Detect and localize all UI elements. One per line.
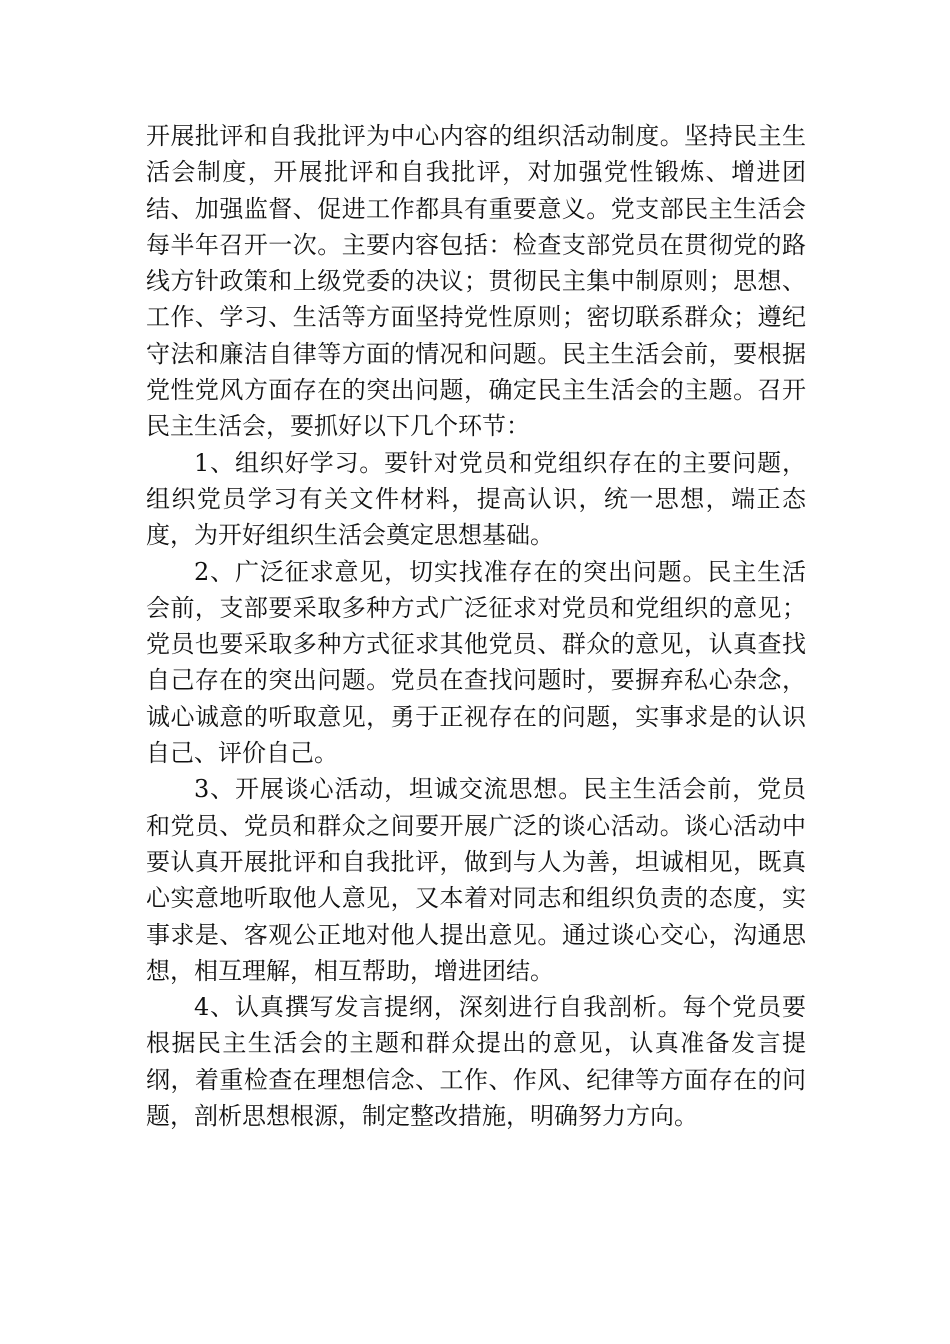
paragraph-item-4: 4、认真撰写发言提纲，深刻进行自我剖析。每个党员要根据民主生活会的主题和群众提出的意见，认真准备发言提纲，着重检查在理想信念、工作、作风、纪律等方面存在的问题，剖析思想根源，制定整改措施，明确努力方向。 bbox=[146, 993, 806, 1131]
paragraph-item-2: 2、广泛征求意见，切实找准存在的突出问题。民主生活会前，支部要采取多种方式广泛征求对党员和党组织的意见；党员也要采取多种方式征求其他党员、群众的意见，认真查找自己存在的突出问题。党员在查找问题时，要摒弃私心杂念，诚心诚意的听取意见，勇于正视存在的问题，实事求是的认识自己、评价自己。 bbox=[146, 557, 806, 768]
paragraph-item-1: 1、组织好学习。要针对党员和党组织存在的主要问题，组织党员学习有关文件材料，提高认识，统一思想，端正态度，为开好组织生活会奠定思想基础。 bbox=[146, 448, 806, 550]
paragraph-intro: 开展批评和自我批评为中心内容的组织活动制度。坚持民主生活会制度，开展批评和自我批评，对加强党性锻炼、增进团结、加强监督、促进工作都具有重要意义。党支部民主生活会每半年召开一次。主要内容包括：检查支部党员在贯彻党的路线方针政策和上级党委的决议；贯彻民主集中制原则；思想、工作、学习、生活等方面坚持党性原则；密切联系群众；遵纪守法和廉洁自律等方面的情况和问题。民主生活会前，要根据党性党风方面存在的突出问题，确定民主生活会的主题。召开民主生活会，要抓好以下几个环节： bbox=[146, 122, 806, 441]
paragraph-item-3: 3、开展谈心活动，坦诚交流思想。民主生活会前，党员和党员、党员和群众之间要开展广泛的谈心活动。谈心活动中要认真开展批评和自我批评，做到与人为善，坦诚相见，既真心实意地听取他人意见，又本着对同志和组织负责的态度，实事求是、客观公正地对他人提出意见。通过谈心交心，沟通思想，相互理解，相互帮助，增进团结。 bbox=[146, 775, 806, 985]
document-body bbox=[146, 118, 806, 1134]
